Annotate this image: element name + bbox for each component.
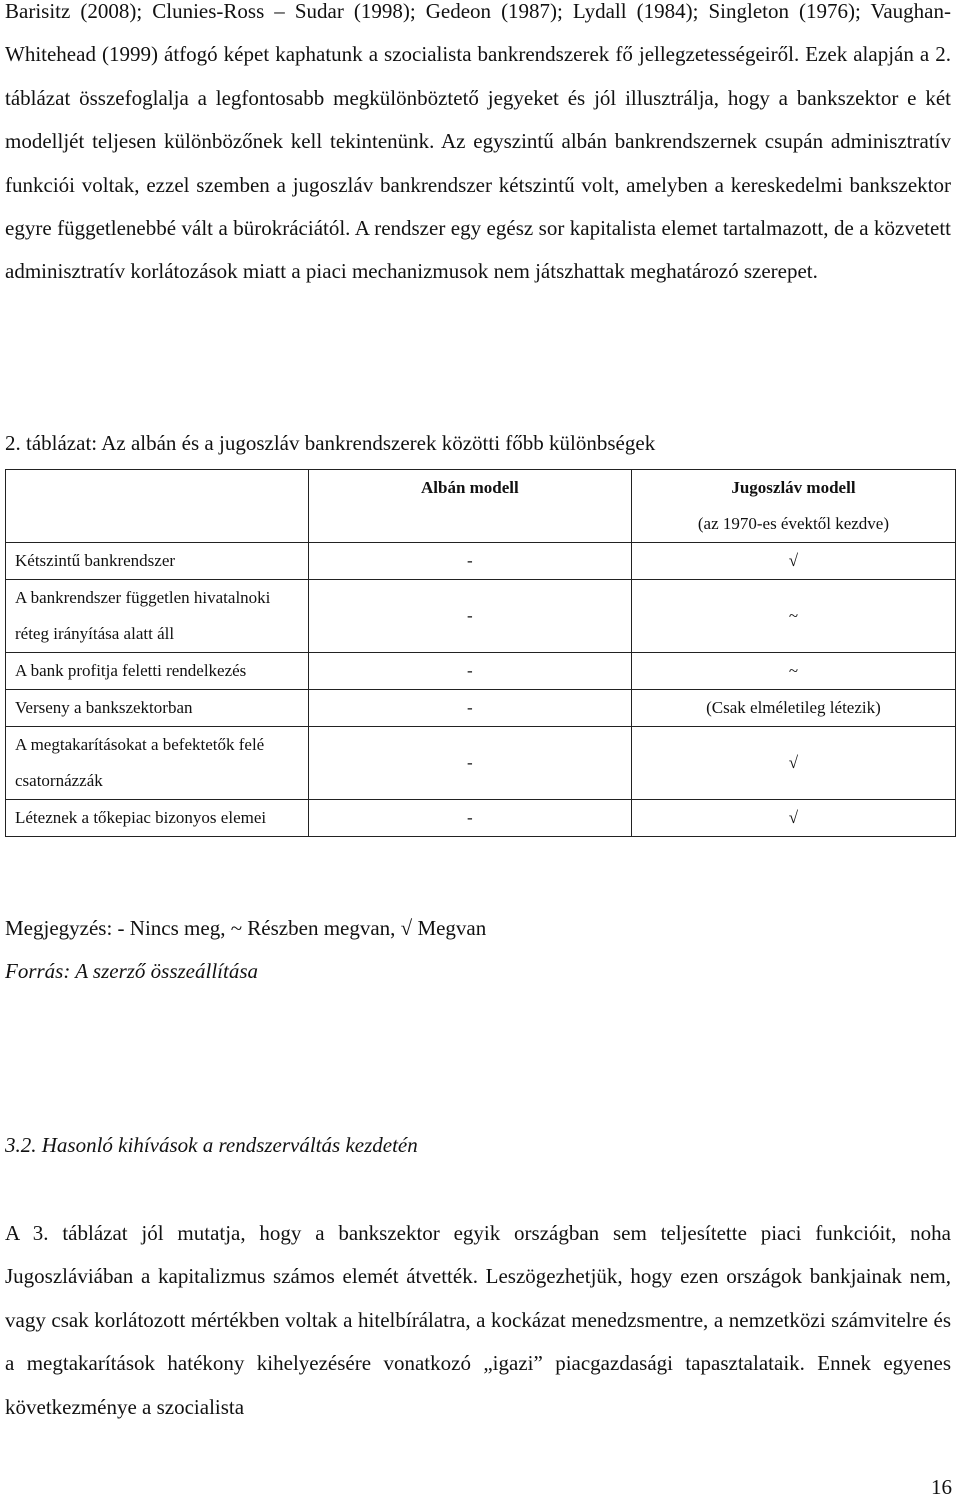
row-yugoslav-value: (Csak elméletileg létezik) [631,690,955,727]
table-header-empty-cell [6,470,309,543]
body-paragraph-top: Barisitz (2008); Clunies-Ross – Sudar (1998); Gedeon (1987); Lydall (1984); Singleton (1976); Vaughan-Whitehead (1999) átfogó képet kaphatunk a szocialista bankrendszerek fő jellegzetességeiről. Ezek alapján a 2. táblázat összefoglalja a legfontosabb megkülönböztető jegyeket és jól illusztrálja, hogy a bankszektor e két modelljét teljesen különbözőnek kell tekintenünk. Az egyszintű albán bankrendszernek csupán adminisztratív funkciói voltak, ezzel szemben a jugoszláv bankrendszer kétszintű volt, amelyben a kereskedelmi bankszektor egyre függetlenebbé vált a bürokráciától. A rendszer egy egész sor kapitalista elemet tartalmazott, de a közvetett adminisztratív korlátozások miatt a piaci mechanizmusok nem játszhattak meghatározó szerepet. [5,0,951,284]
row-label: A bankrendszer független hivatalnoki réteg irányítása alatt áll [6,580,309,653]
row-albanian-value: - [308,727,631,800]
table-header-albanian [308,470,631,543]
table-row [6,800,956,837]
row-albanian-value: - [308,580,631,653]
table-row [6,543,956,580]
table-row [6,690,956,727]
row-label: Verseny a bankszektorban [6,690,309,727]
comparison-table [5,469,956,837]
row-yugoslav-value: √ [631,800,955,837]
section-heading: 3.2. Hasonló kihívások a rendszerváltás kezdetén [5,1133,418,1157]
row-label: A bank profitja feletti rendelkezés [6,653,309,690]
row-albanian-value: - [308,800,631,837]
table-header-yugoslav [631,470,955,543]
body-paragraph-bottom: A 3. táblázat jól mutatja, hogy a bankszektor egyik országban sem teljesítette piaci funkcióit, noha Jugoszláviában a kapitalizmus számos elemét átvették. Leszögezhetjük, hogy ezen országok bankjainak nem, vagy csak korlátozott mértékben voltak a hitelbírálatra, a kockázat menedzsmentre, a nemzetközi számvitelre és a megtakarítások hatékony kihelyezésére vonatkozó „igazi” piacgazdasági tapasztalataik. Ennek egyenes következménye a szocialista [5,1221,951,1419]
row-yugoslav-value: ~ [631,580,955,653]
table-source: Forrás: A szerző összeállítása [5,959,259,983]
table-header-yugoslav-sublabel: (az 1970-es évektől kezdve) [697,514,890,533]
table-row [6,653,956,690]
table-header-row [6,470,956,543]
row-label: Léteznek a tőkepiac bizonyos elemei [6,800,309,837]
table-note: Megjegyzés: - Nincs meg, ~ Részben megvan, √ Megvan [5,916,487,940]
table-row [6,580,956,653]
row-label: A megtakarításokat a befektetők felé csatornázzák [6,727,309,800]
table-row [6,727,956,800]
table-header-albanian-label: Albán modell [420,478,519,497]
row-yugoslav-value: ~ [631,653,955,690]
row-label: Kétszintű bankrendszer [6,543,309,580]
row-yugoslav-value: √ [631,727,955,800]
row-albanian-value: - [308,543,631,580]
row-albanian-value: - [308,690,631,727]
table-caption: 2. táblázat: Az albán és a jugoszláv bankrendszerek közötti főbb különbségek [5,431,656,455]
page-number: 16 [931,1475,952,1499]
row-yugoslav-value: √ [631,543,955,580]
row-albanian-value: - [308,653,631,690]
table-header-yugoslav-label: Jugoszláv modell [731,478,856,497]
